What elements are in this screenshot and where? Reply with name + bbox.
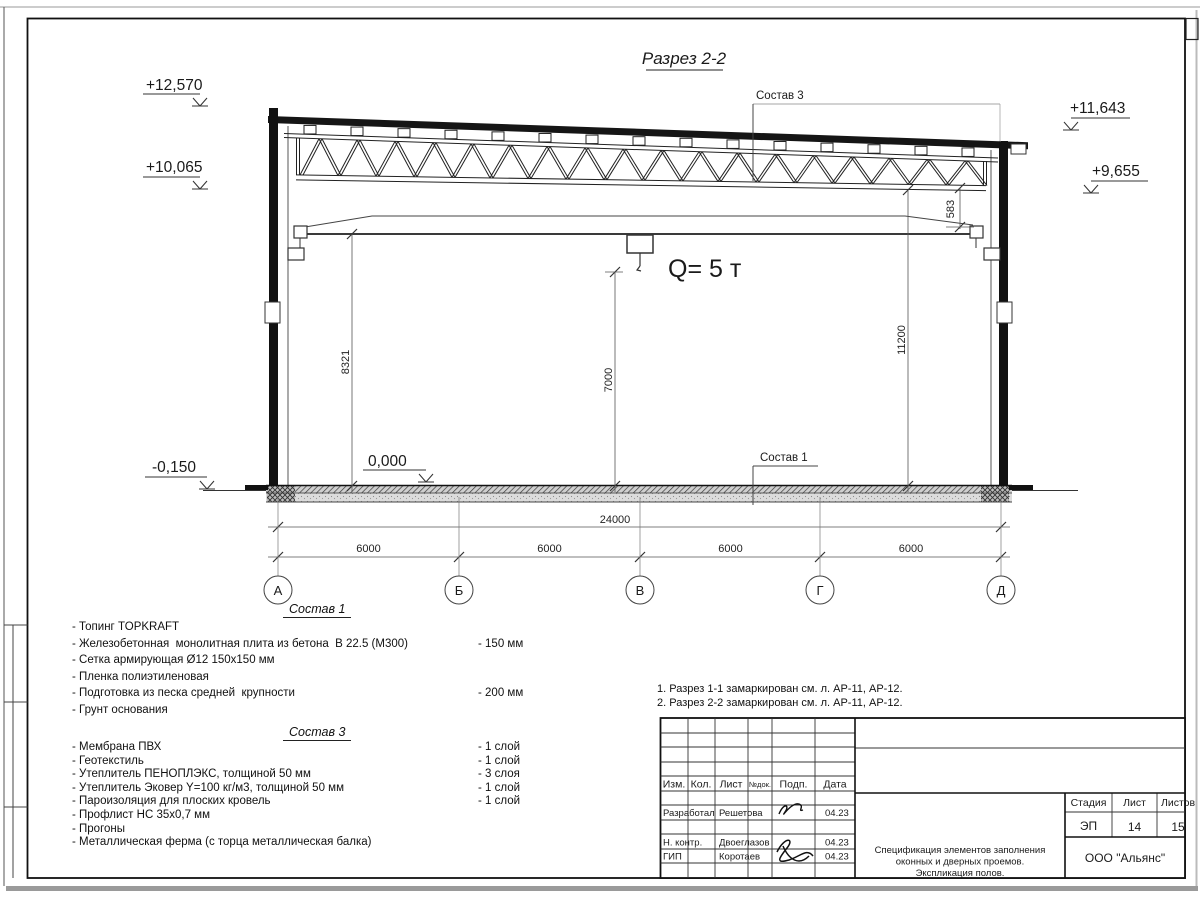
- truss-diagonal: [433, 143, 452, 178]
- eaves-gutter: [1011, 144, 1026, 154]
- tb-col-data: Дата: [823, 778, 847, 791]
- truss-diagonal: [699, 152, 718, 182]
- truss-diagonal: [569, 148, 588, 179]
- truss-diagonal: [965, 161, 984, 186]
- composition3-item: [72, 823, 125, 835]
- column-splice-left: [265, 302, 280, 323]
- sheet-shadow-bottom: [6, 886, 1198, 891]
- truss-diagonal: [642, 150, 661, 180]
- tb-role: ГИП: [663, 851, 682, 863]
- truss-diagonal: [300, 139, 319, 175]
- truss-diagonal: [414, 143, 433, 177]
- floor-base-layer: [266, 493, 1012, 502]
- roof-deck: [268, 116, 1028, 149]
- dim-bay: 6000: [537, 543, 562, 555]
- axis-label: Г: [816, 583, 824, 598]
- truss-diagonal: [968, 161, 987, 186]
- title-block: [661, 718, 1196, 879]
- item-label: - Геотекстиль: [72, 754, 144, 767]
- dim-clear-height: 11200: [896, 325, 908, 355]
- item-label: - Сетка армирующая Ø12 150х150 мм: [72, 654, 275, 666]
- elevation-floor-zero: 0,000: [368, 453, 407, 470]
- purlin: [492, 132, 504, 141]
- foundation-beam-right: [981, 486, 1009, 502]
- item-label: - Подготовка из песка средней крупности: [72, 687, 295, 699]
- dim-hook-height: 7000: [603, 367, 615, 393]
- item-label: - Профлист НС 35х0,7 мм: [72, 809, 210, 821]
- truss-diagonal: [322, 139, 341, 176]
- truss-diagonal: [756, 154, 775, 182]
- purlin: [680, 138, 692, 147]
- dim-bay: 6000: [356, 543, 381, 555]
- elevation-mark-arrow: [200, 481, 207, 489]
- truss-diagonal: [550, 147, 569, 180]
- truss-diagonal: [740, 153, 759, 182]
- composition3-item: [72, 836, 371, 848]
- truss-diagonal: [683, 152, 702, 181]
- truss-diagonal: [946, 161, 965, 185]
- composition3-heading: Состав 3: [283, 725, 351, 741]
- tb-role: Н. контр.: [663, 837, 703, 849]
- truss-diagonal: [892, 158, 911, 184]
- composition3-item: [72, 741, 521, 753]
- note-line: 2. Разрез 2-2 замаркирован см. л. АР-11, АР-12.: [657, 696, 903, 709]
- tb-col-kol: Кол.: [690, 778, 712, 791]
- tb-date: 04.23: [825, 837, 849, 849]
- tb-col-izm: Изм.: [662, 778, 686, 791]
- truss-diagonal: [623, 149, 642, 180]
- item-value: - 3 слоя: [478, 768, 520, 781]
- elevation-mark-arrow: [200, 181, 207, 189]
- purlin: [962, 148, 974, 157]
- crane-hook: [637, 266, 641, 271]
- dim-truss-to-rail: 583: [945, 199, 957, 219]
- crane-girder-top: [305, 216, 973, 227]
- tb-date: 04.23: [825, 851, 849, 863]
- dim-bay: 6000: [718, 543, 743, 555]
- truss-diagonal: [566, 148, 585, 179]
- truss-diagonal: [547, 147, 566, 180]
- item-label: - Железобетонная монолитная плита из бетона В 22.5 (М300): [72, 637, 408, 650]
- truss-diagonal: [645, 150, 664, 180]
- note-line: 1. Разрез 1-1 замаркирован см. л. АР-11, АР-12.: [657, 683, 903, 695]
- item-value: - 1 слой: [478, 741, 521, 753]
- truss-diagonal: [379, 141, 398, 176]
- purlin: [633, 137, 645, 146]
- elevation-parapet-right: +11,643: [1070, 100, 1126, 117]
- tb-sheet-label: Лист: [1123, 797, 1146, 809]
- item-value: - 200 мм: [478, 687, 524, 699]
- composition3-item: [72, 781, 521, 794]
- dim-total-span: 24000: [599, 514, 631, 526]
- left-margin-boxes: [4, 625, 28, 878]
- purlin: [539, 133, 551, 142]
- truss-diagonal: [303, 139, 322, 175]
- item-label: - Металлическая ферма (с торца металлическая балка): [72, 836, 372, 849]
- crane-end-truck-left: [294, 226, 307, 238]
- tb-company: ООО "Альянс": [1084, 851, 1166, 865]
- elevation-mark-arrow: [1084, 185, 1091, 193]
- truss-diagonal: [493, 145, 512, 178]
- truss-diagonal: [759, 154, 778, 182]
- tb-stage-label: Стадия: [1070, 797, 1107, 809]
- truss-diagonal: [721, 153, 740, 181]
- floor-callout-label: Состав 1: [760, 452, 808, 464]
- elevation-mark-arrow: [1091, 185, 1098, 193]
- composition1-item: [72, 704, 168, 716]
- truss-diagonal: [854, 157, 873, 184]
- truss-diagonal: [813, 156, 832, 184]
- truss-diagonal: [661, 150, 680, 180]
- base-plate-left: [245, 485, 268, 490]
- truss-diagonal: [607, 149, 626, 180]
- rail-bracket-left: [288, 248, 304, 260]
- truss-diagonal: [588, 148, 607, 180]
- tb-role: Разработал: [663, 808, 715, 819]
- tb-name: Двоеглазов: [719, 837, 770, 849]
- truss-diagonal: [338, 140, 357, 176]
- truss-diagonal: [794, 156, 813, 183]
- composition1-item: [72, 621, 179, 633]
- elevation-truss-right: +9,655: [1092, 163, 1140, 180]
- composition1-item: [72, 687, 524, 699]
- elevation-mark-arrow: [1071, 122, 1078, 130]
- truss-diagonal: [512, 145, 531, 178]
- tb-sheet-value: 14: [1127, 820, 1142, 834]
- tb-doc-title: Экспликация полов.: [915, 868, 1005, 879]
- item-label: - Утеплитель ПЕНОПЛЭКС, толщиной 50 мм: [72, 768, 311, 781]
- truss-diagonal: [319, 139, 338, 176]
- elevation-parapet-left: +12,570: [146, 77, 203, 94]
- truss-diagonal: [702, 152, 721, 182]
- crane-end-truck-right: [970, 226, 983, 238]
- truss-diagonal: [949, 161, 968, 185]
- item-value: - 1 слой: [478, 781, 521, 794]
- truss-diagonal: [395, 141, 414, 176]
- truss-diagonal: [398, 141, 417, 176]
- elevation-mark-arrow: [193, 181, 200, 189]
- column-left: [269, 108, 278, 490]
- composition3-item: [72, 754, 521, 767]
- tb-col-podp: Подп.: [779, 778, 808, 791]
- building-section: [203, 108, 1078, 502]
- composition3-item: [72, 768, 520, 781]
- composition1-item: [72, 671, 209, 683]
- purlin: [774, 142, 786, 151]
- dim-floor-to-rail: 8321: [340, 349, 352, 375]
- truss-diagonal: [471, 144, 490, 178]
- truss-diagonal: [816, 156, 835, 184]
- purlin: [445, 130, 457, 139]
- purlin: [398, 129, 410, 138]
- purlin: [821, 143, 833, 152]
- elevation-mark-arrow: [200, 98, 207, 106]
- item-label: - Пароизоляция для плоских кровель: [72, 795, 271, 808]
- item-label: - Пленка полиэтиленовая: [72, 670, 209, 683]
- elevation-mark-arrow: [419, 474, 426, 482]
- crane-capacity-label: Q= 5 т: [668, 255, 742, 283]
- tb-total-label: Листов: [1160, 797, 1196, 809]
- axis-label: Д: [996, 583, 1006, 598]
- composition3-item: [72, 809, 210, 821]
- view-title: Разрез 2-2: [641, 49, 727, 68]
- elevation-mark-arrow: [207, 481, 214, 489]
- elevation-mark-arrow: [1064, 122, 1071, 130]
- tb-name: Коротаев: [719, 851, 761, 863]
- truss-diagonal: [797, 156, 816, 183]
- truss-diagonal: [718, 153, 737, 181]
- truss-diagonal: [911, 160, 930, 185]
- item-label: - Мембрана ПВХ: [72, 741, 162, 753]
- truss-diagonal: [360, 140, 379, 176]
- column-splice-right: [997, 302, 1012, 323]
- truss-diagonal: [509, 145, 528, 178]
- base-plate-right: [1009, 485, 1033, 490]
- truss-diagonal: [585, 148, 604, 180]
- purlin: [915, 146, 927, 155]
- composition1-item: [72, 637, 524, 650]
- crane-trolley: [627, 235, 653, 253]
- item-value: - 1 слой: [478, 795, 521, 808]
- roof-callout-label: Состав 3: [756, 90, 804, 102]
- truss-diagonal: [452, 144, 471, 177]
- elevation-mark-arrow: [193, 98, 200, 106]
- item-label: - Утеплитель Эковер Y=100 кг/м3, толщиной 50 мм: [72, 781, 344, 794]
- floor-topping-layer: [266, 486, 1012, 493]
- grid-axes: [264, 576, 1015, 604]
- axis-label: В: [635, 583, 645, 598]
- truss-diagonal: [930, 160, 949, 185]
- elevation-mark-arrow: [426, 474, 433, 482]
- truss-diagonal: [528, 147, 547, 179]
- composition1-item: [72, 654, 275, 666]
- tb-total-value: 15: [1171, 820, 1185, 834]
- elevation-ground-left: -0,150: [152, 459, 196, 476]
- truss-diagonal: [357, 140, 376, 176]
- tb-name: Решетова: [719, 808, 763, 819]
- elevation-truss-left: +10,065: [146, 159, 203, 176]
- item-label: - Топинг TOPKRAFT: [72, 621, 180, 633]
- item-label: - Грунт основания: [72, 703, 168, 716]
- truss-diagonal: [474, 144, 493, 178]
- truss-diagonal: [531, 147, 550, 179]
- truss-diagonal: [889, 158, 908, 184]
- truss-diagonal: [490, 145, 509, 178]
- truss-diagonal: [870, 158, 889, 184]
- purlin: [351, 127, 363, 135]
- tb-doc-title: оконных и дверных проемов.: [895, 856, 1025, 868]
- item-value: - 1 слой: [478, 754, 521, 767]
- truss-diagonal: [832, 157, 851, 183]
- purlin: [304, 125, 316, 134]
- item-label: - Прогоны: [72, 822, 126, 835]
- item-value: - 150 мм: [478, 637, 524, 650]
- axis-label: А: [273, 583, 283, 598]
- truss-diagonal: [775, 154, 794, 182]
- purlin: [868, 145, 880, 154]
- tb-stage-value: ЭП: [1079, 819, 1098, 833]
- truss-diagonal: [664, 150, 683, 180]
- truss-diagonal: [455, 144, 474, 177]
- truss-diagonal: [376, 141, 395, 176]
- tb-date: 04.23: [825, 808, 849, 819]
- truss-diagonal: [417, 143, 436, 177]
- tb-col-ndok: №док.: [749, 780, 771, 789]
- truss-diagonal: [851, 157, 870, 184]
- truss-diagonal: [873, 158, 892, 184]
- dim-bay: 6000: [898, 543, 924, 555]
- composition3-item: [72, 795, 521, 808]
- truss-diagonal: [680, 152, 699, 181]
- purlin: [727, 140, 739, 149]
- purlin: [586, 135, 598, 144]
- truss-diagonal: [626, 149, 645, 180]
- foundation-beam-left: [267, 486, 295, 502]
- axis-label: Б: [454, 583, 464, 598]
- truss-diagonal: [604, 149, 623, 180]
- truss-diagonal: [927, 160, 946, 185]
- tb-col-list: Лист: [719, 778, 743, 791]
- truss-diagonal: [778, 154, 797, 182]
- truss-diagonal: [341, 140, 360, 176]
- truss-diagonal: [436, 143, 455, 178]
- tb-doc-title: Спецификация элементов заполнения: [874, 845, 1046, 856]
- composition1-heading: Состав 1: [283, 602, 351, 618]
- truss-diagonal: [908, 160, 927, 185]
- rail-bracket-right: [984, 248, 1000, 260]
- truss-diagonal: [835, 157, 854, 183]
